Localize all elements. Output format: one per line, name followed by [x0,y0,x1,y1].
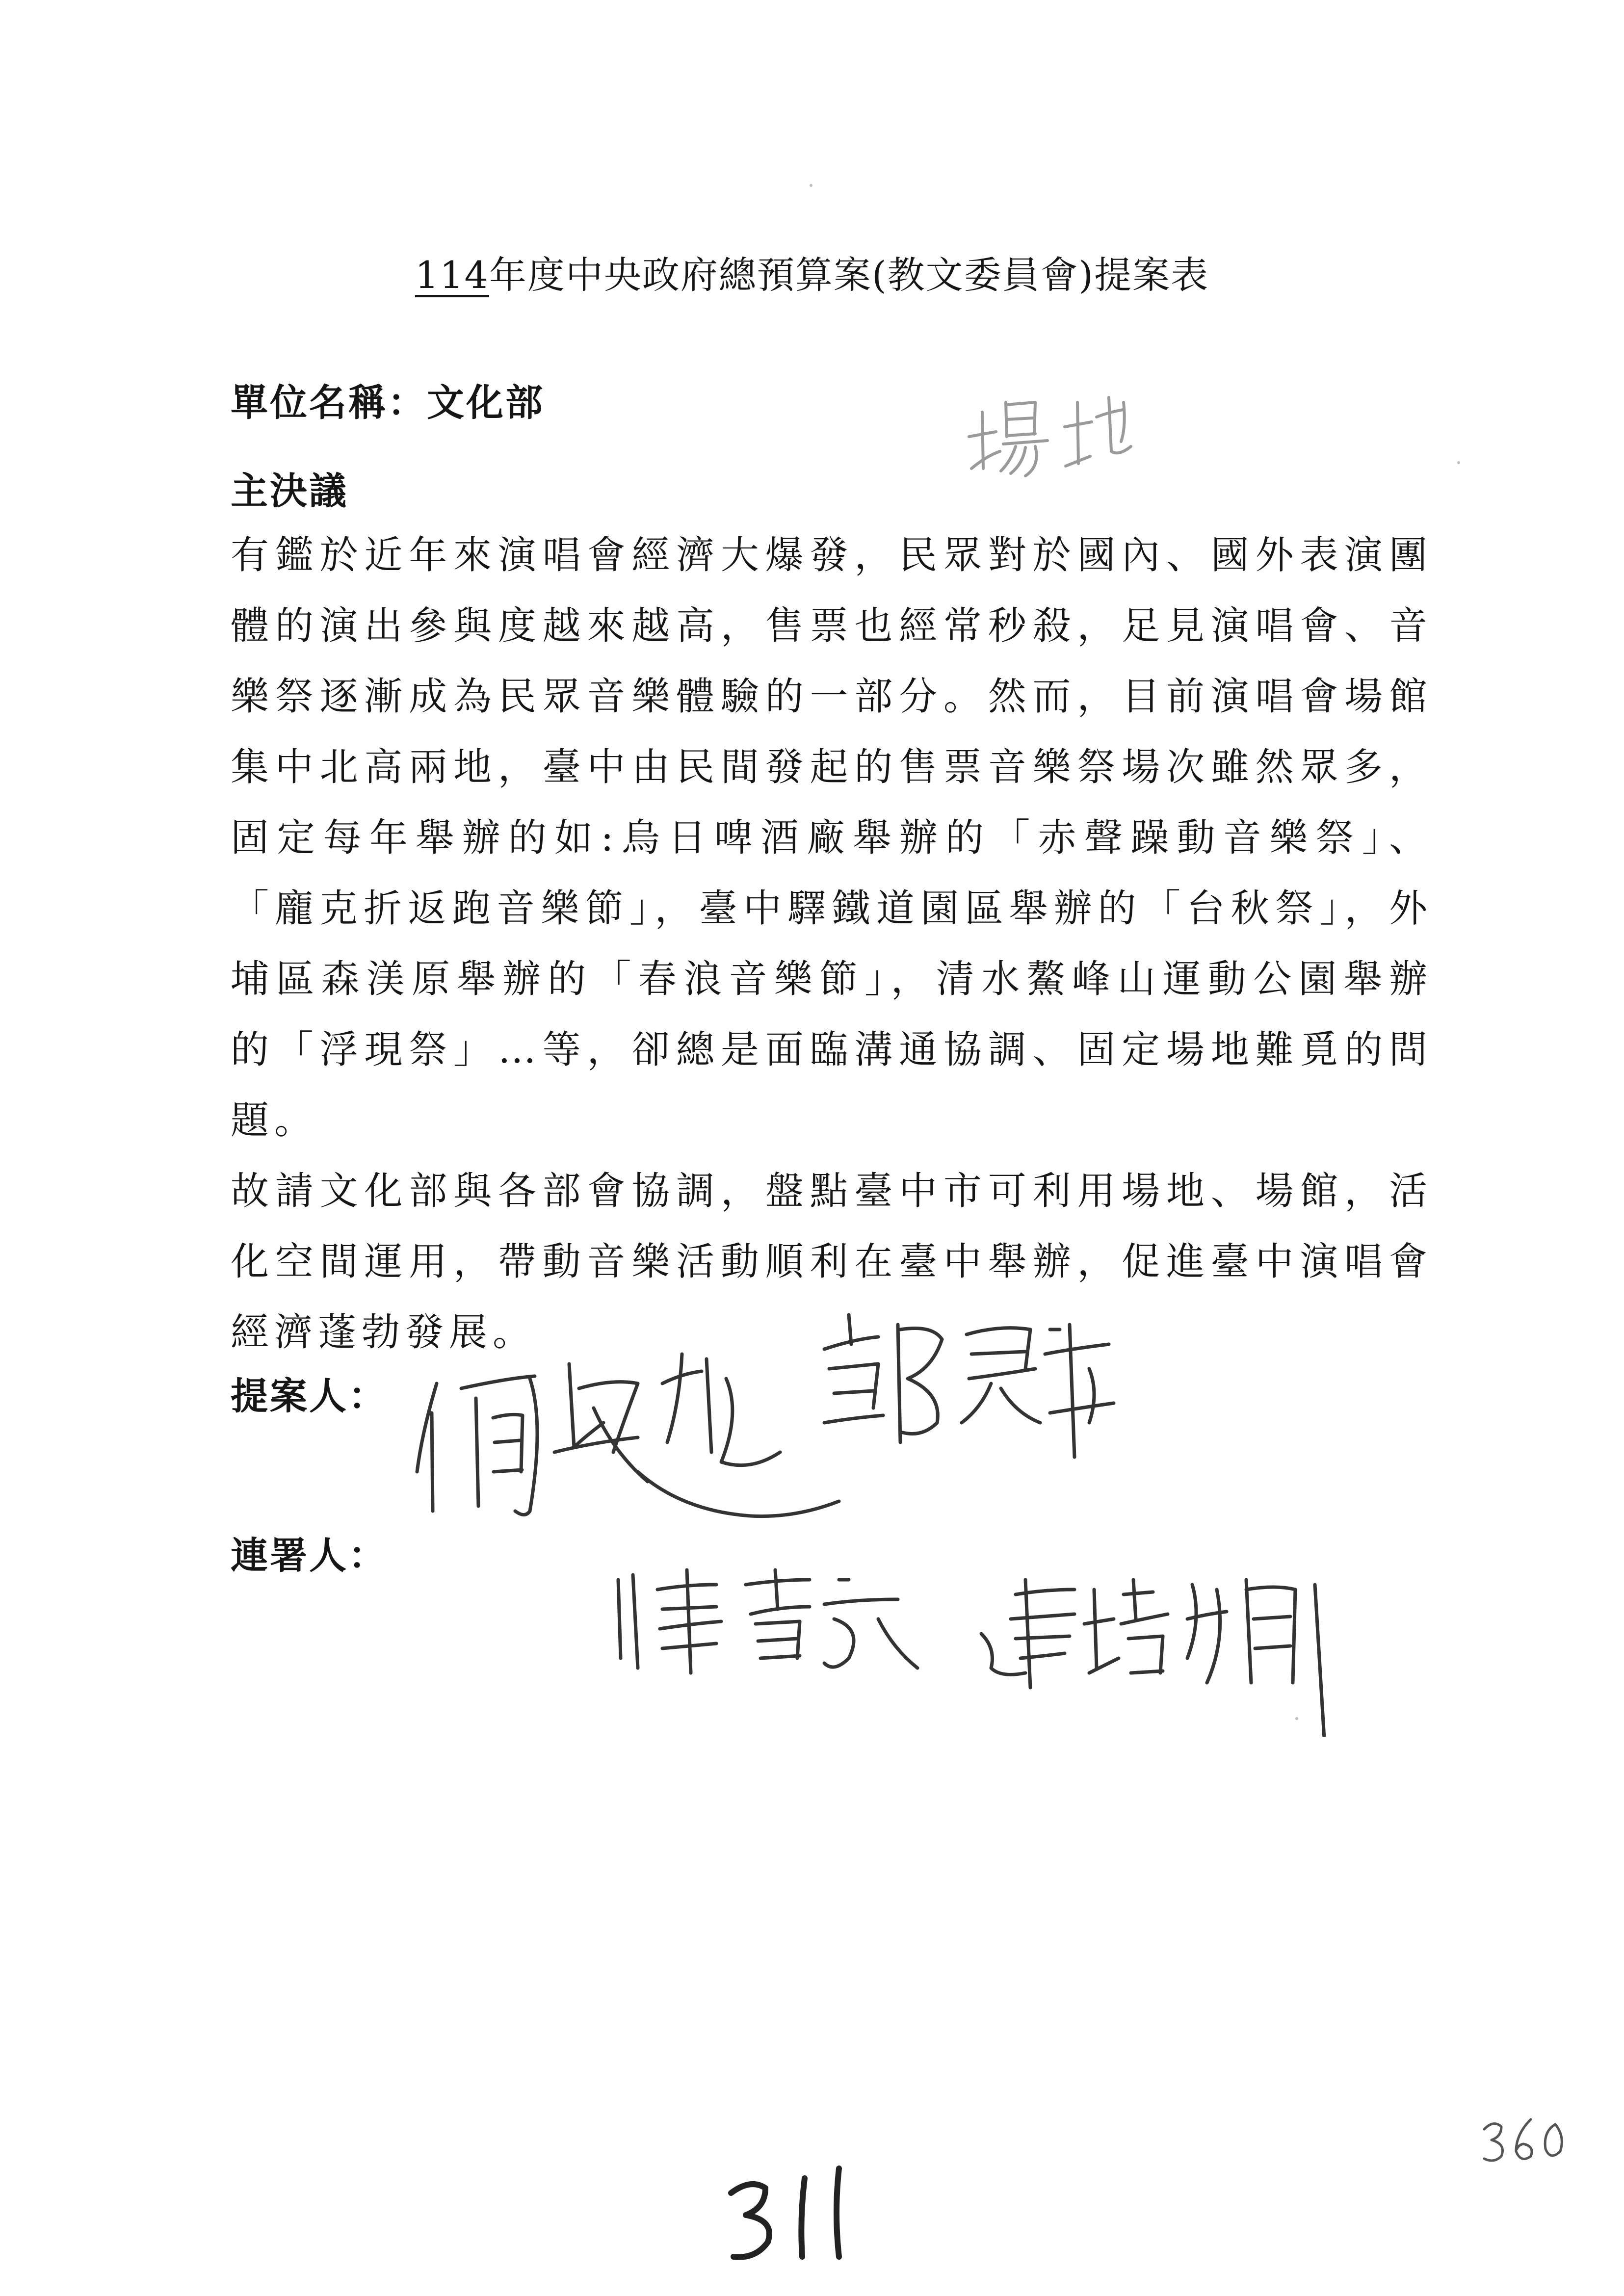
scan-artifact-dot [810,184,812,187]
cosigner-signature-2 [971,1560,1374,1737]
main-resolution-heading: 主決議 [231,469,348,513]
unit-name-value: 文化部 [427,381,545,424]
proposer-label: 提案人： [231,1374,388,1418]
handwritten-margin-note [962,383,1138,481]
document-title [0,245,1624,299]
scan-artifact-dot [1295,1717,1298,1720]
unit-name-row [231,373,545,426]
handwritten-page-number-center [721,2159,878,2267]
resolution-body [231,520,1433,1368]
cosigner-label: 連署人： [231,1534,388,1577]
cosigner-signature-1 [603,1560,937,1688]
resolution-paragraph-2: 故請文化部與各部會協調，盤點臺中市可利用場地、場館，活化空間運用，帶動音樂活動順利在臺中舉辦，促進臺中演唱會經濟蓬勃發展。 [231,1169,1433,1355]
scan-artifact-dot [1457,461,1460,464]
handwritten-page-number-corner [1477,2110,1575,2168]
title-text: 年度中央政府總預算案(教文委員會)提案表 [489,253,1209,297]
unit-name-label: 單位名稱： [231,381,427,424]
budget-year: 114 [415,253,489,297]
resolution-paragraph-1: 有鑑於近年來演唱會經濟大爆發，民眾對於國內、國外表演團體的演出參與度越來越高，售票也經常秒殺，足見演唱會、音樂祭逐漸成為民眾音樂體驗的一部分。然而，目前演唱會場館集中北高兩地，臺中由民間發起的售票音樂祭場次雖然眾多，固定每年舉辦的如:烏日啤酒廠舉辦的「赤聲躁動音樂祭」、「龐克折返跑音樂節」，臺中驛鐵道園區舉辦的「台秋祭」，外埔區森渼原舉辦的「春浪音樂節」，清水鰲峰山運動公園舉辦的「浮現祭」…等，卻總是面臨溝通協調、固定場地難覓的問題。 [231,533,1433,1143]
proposer-signature-2 [795,1295,1138,1501]
proposer-signature-1 [407,1325,849,1531]
